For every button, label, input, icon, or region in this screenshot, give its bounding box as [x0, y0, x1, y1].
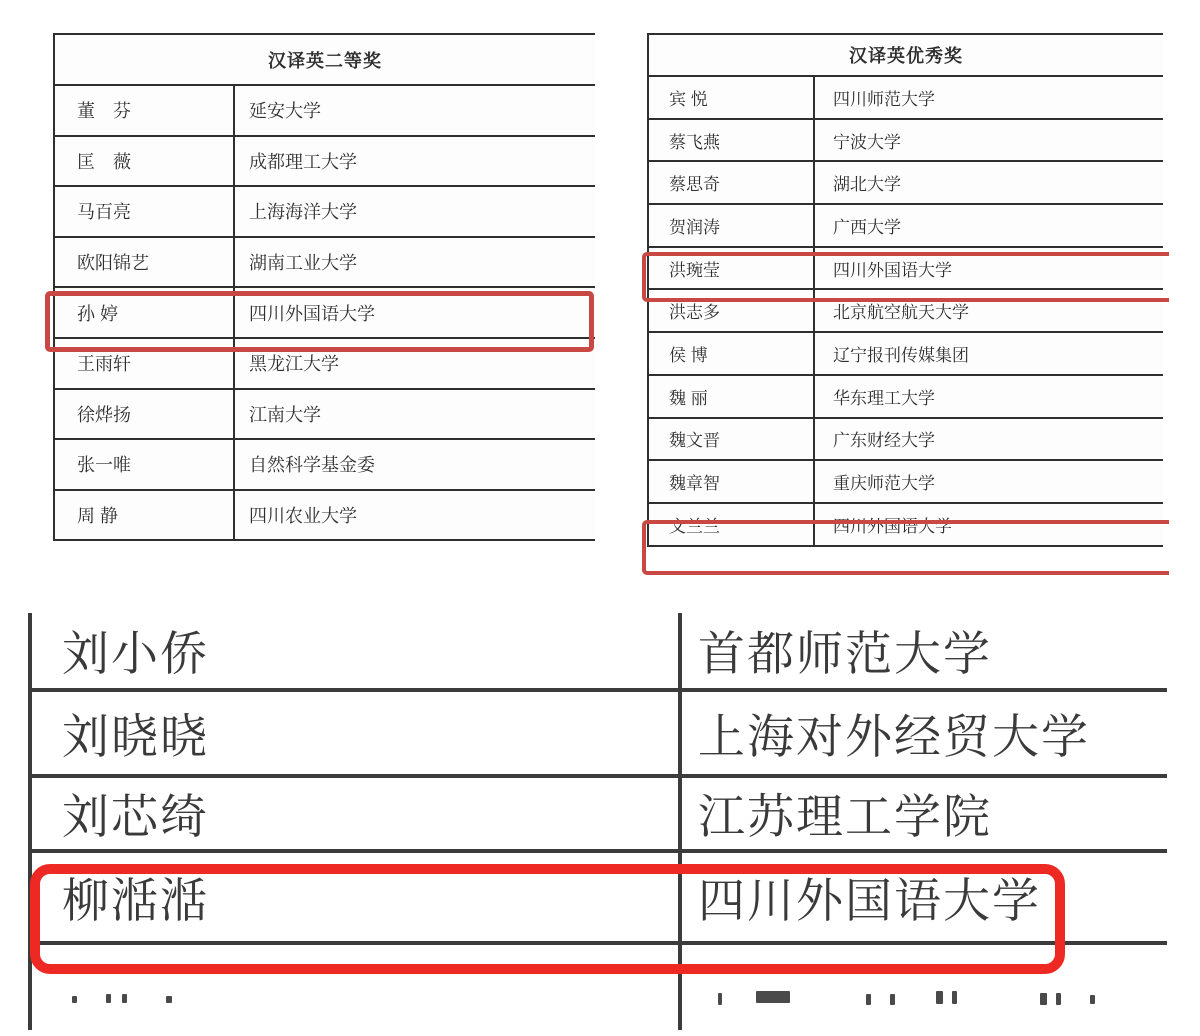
table-row	[32, 778, 1167, 853]
table-row	[649, 205, 1163, 248]
cropped-text-fragment	[890, 994, 895, 1005]
awardee-name: 洪志多	[649, 290, 815, 331]
awardee-org: 辽宁报刊传媒集团	[833, 345, 969, 365]
zoomed-detail-table	[28, 613, 1167, 1030]
awardee-org: 重庆师范大学	[833, 474, 935, 494]
cropped-text-fragment	[936, 991, 943, 1004]
cropped-text-fragment	[1090, 995, 1095, 1004]
awardee-name: 马百亮	[55, 187, 235, 236]
cropped-text-fragment	[122, 994, 127, 1003]
table-row-partial	[32, 945, 1167, 1030]
awardee-org: 广西大学	[833, 217, 901, 237]
awardee-name: 徐烨扬	[55, 390, 235, 439]
excellence-award-table-title: 汉译英优秀奖	[649, 35, 1163, 77]
table-row	[649, 290, 1163, 333]
cropped-text-fragment	[106, 994, 111, 1003]
table-row	[32, 692, 1167, 778]
table-row	[55, 339, 595, 390]
awardee-org: 四川外国语大学	[833, 260, 952, 280]
table-row-highlighted	[649, 504, 1163, 547]
awardee-name: 蔡思奇	[649, 162, 815, 203]
awardee-name: 刘小侨	[32, 613, 682, 688]
awardee-name: 董 芬	[55, 86, 235, 135]
awardee-org: 湖北大学	[833, 175, 901, 195]
awardee-org: 成都理工大学	[249, 151, 357, 172]
awardee-name: 魏文晋	[649, 419, 815, 460]
awardee-org: 北京航空航天大学	[833, 303, 969, 323]
awardee-name: 魏章智	[649, 461, 815, 502]
awardee-name: 张一唯	[55, 440, 235, 489]
cropped-text-fragment	[166, 996, 172, 1003]
awardee-name: 宾 悦	[649, 77, 815, 118]
awardee-name	[32, 945, 682, 1030]
awardee-name: 孙 婷	[55, 288, 235, 337]
awardee-name: 匡 薇	[55, 137, 235, 186]
excellence-award-table	[647, 33, 1163, 547]
table-row	[649, 461, 1163, 504]
table-row	[55, 137, 595, 188]
awardee-org: 四川外国语大学	[249, 303, 375, 324]
table-row	[32, 613, 1167, 692]
second-prize-table-title: 汉译英二等奖	[55, 35, 595, 86]
awardee-org: 四川师范大学	[833, 89, 935, 109]
awardee-name: 洪琬莹	[649, 248, 815, 289]
cropped-text-fragment	[718, 993, 722, 1005]
awardee-org: 湖南工业大学	[249, 253, 357, 274]
cropped-text-fragment	[952, 991, 957, 1004]
table-row	[55, 238, 595, 289]
awardee-name: 刘芯绮	[32, 778, 682, 849]
table-row	[649, 376, 1163, 419]
awardee-name: 魏 丽	[649, 376, 815, 417]
table-row	[55, 86, 595, 137]
cropped-text-fragment	[756, 991, 790, 1003]
awardee-org: 四川外国语大学	[698, 873, 1041, 927]
table-row	[55, 390, 595, 441]
cropped-text-fragment	[866, 994, 871, 1005]
awardee-org: 自然科学基金委	[249, 455, 375, 476]
table-row	[55, 440, 595, 491]
awardee-name: 柳湉湉	[32, 853, 682, 941]
table-row	[649, 333, 1163, 376]
awardee-name: 贺润涛	[649, 205, 815, 246]
table-row-highlighted	[55, 288, 595, 339]
awardee-org: 延安大学	[249, 101, 321, 122]
cropped-text-fragment	[1040, 993, 1047, 1005]
awardee-org: 江南大学	[249, 404, 321, 425]
table-row-highlighted	[32, 853, 1167, 945]
table-row	[649, 77, 1163, 120]
awardee-name: 欧阳锦艺	[55, 238, 235, 287]
awardee-org: 四川外国语大学	[833, 516, 952, 536]
table-row	[649, 419, 1163, 462]
awardee-org: 首都师范大学	[698, 627, 992, 680]
awardee-org: 华东理工大学	[833, 388, 935, 408]
awardee-name: 王雨轩	[55, 339, 235, 388]
table-row	[55, 491, 595, 542]
awardee-org: 广东财经大学	[833, 431, 935, 451]
awardee-name: 侯 博	[649, 333, 815, 374]
table-row	[649, 120, 1163, 163]
awardee-org	[682, 945, 1167, 1030]
table-row	[55, 187, 595, 238]
cropped-text-fragment	[1056, 993, 1061, 1005]
awardee-org: 江苏理工学院	[698, 790, 992, 843]
awardee-org: 上海对外经贸大学	[698, 709, 1090, 763]
awardee-org: 宁波大学	[833, 132, 901, 152]
table-row-highlighted	[649, 248, 1163, 291]
awardee-name: 蔡飞燕	[649, 120, 815, 161]
awardee-org: 黑龙江大学	[249, 354, 339, 375]
awardee-org: 上海海洋大学	[249, 202, 357, 223]
cropped-text-fragment	[72, 996, 77, 1003]
awardee-name: 刘晓晓	[32, 692, 682, 774]
second-prize-table	[53, 33, 595, 541]
awardee-org: 四川农业大学	[249, 506, 357, 527]
awardee-name: 周 静	[55, 491, 235, 540]
table-row	[649, 162, 1163, 205]
awardee-name: 文兰兰	[649, 504, 815, 545]
